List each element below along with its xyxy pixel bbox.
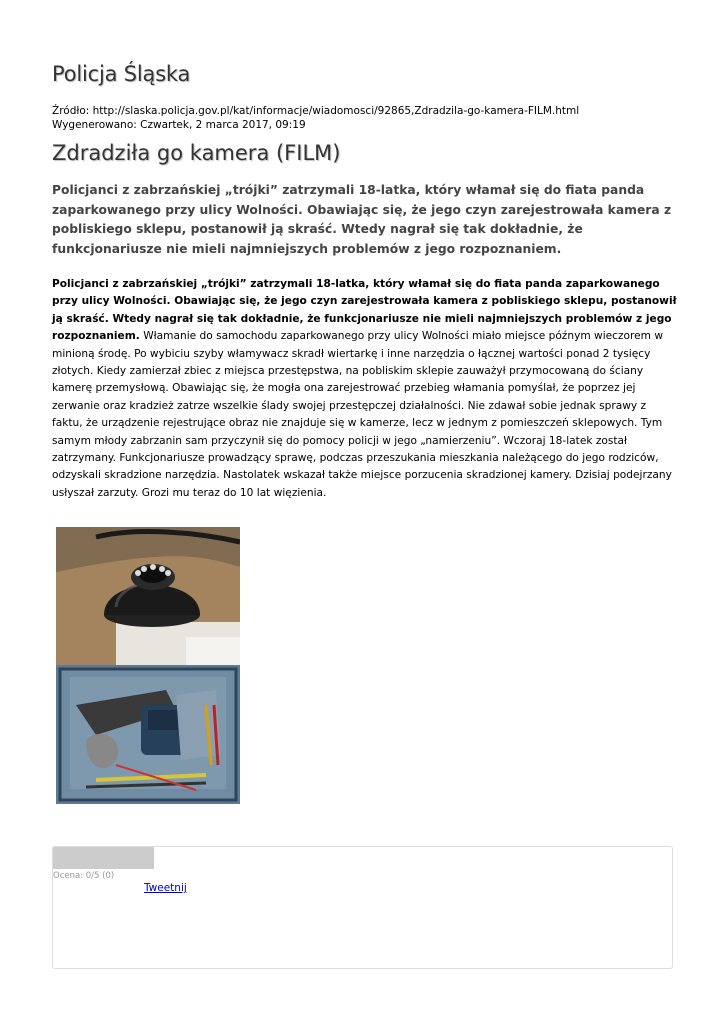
rating-label: Ocena: 0/5 (0) <box>53 871 115 881</box>
article-photo <box>56 527 240 804</box>
article-meta <box>52 104 579 132</box>
generated-line: Wygenerowano: Czwartek, 2 marca 2017, 09:19 <box>52 119 306 131</box>
article-body-text: Włamanie do samochodu zaparkowanego przy ulicy Wolności miało miejsce późnym wieczorem w minioną środę. Po wybiciu szyby włamywacz skradł wiertarkę i inne narzędzia o łącznej wartości ponad 2 tysięcy złotych. Kiedy zamierzał zbiec z miejsca przestępstwa, na pobliskim sklepie zauważył przymocowaną do ściany kamerę przemysłową. Obawiając się, że mogła ona zarejestrować przebieg włamania pomyślał, że poprzez jej zerwanie oraz kradzież zatrze wszelkie ślady swojej przestępczej działalności. Nie zdawał sobie jednak sprawy z faktu, że urządzenie rejestrujące obraz nie znajduje się w kamerze, lecz w jednym z pomieszczeń sklepowych. Tym samym młody zabrzanin sam przyczynił się do pomocy policji w jego „namierzeniu”. Wczoraj 18-latek został zatrzymany. Funkcjonariusze prowadzący sprawę, podczas przeszukania mieszkania należącego do jego rodziców, odzyskali skradzione narzędzia. Nastolatek wskazał także miejsce porzucenia skradzionej kamery. Dzisiaj podejrzany usłyszał zarzuty. Grozi mu teraz do 10 lat więzienia. <box>52 330 672 499</box>
tweet-link[interactable]: Tweetnij <box>144 882 187 894</box>
site-title: Policja Śląska <box>52 62 191 86</box>
article-lead: Policjanci z zabrzańskiej „trójki” zatrzymali 18-latka, który włamał się do fiata panda zaparkowanego przy ulicy Wolności. Obawiając się, że jego czyn zarejestrowała kamera z pobliskiego sklepu, postanowił ją skraść. Wtedy nagrał się tak dokładnie, że funkcjonariusze nie mieli najmniejszych problemów z jego rozpoznaniem. <box>52 183 672 256</box>
article-body-bold: Policjanci z zabrzańskiej „trójki” zatrzymali 18-latka, który włamał się do fiata panda zaparkowanego przy ulicy Wolności. Obawiając się, że jego czyn zarejestrowała kamera z pobliskiego sklepu, postanowił ją skraść. Wtedy nagrał się tak dokładnie, że funkcjonariusze nie mieli najmniejszych problemów z jego rozpoznaniem. <box>52 278 677 343</box>
source-line: Źródło: http://slaska.policja.gov.pl/kat/informacje/wiadomosci/92865,Zdradzila-go-kamera-FILM.html <box>52 105 580 117</box>
camera-illustration <box>56 527 240 665</box>
rating-bar[interactable] <box>53 847 154 869</box>
tools-illustration <box>56 665 240 804</box>
camera-photo <box>56 527 240 665</box>
article-title: Zdradziła go kamera (FILM) <box>52 141 341 165</box>
article-body <box>52 276 677 502</box>
rating-panel <box>52 846 673 969</box>
tools-photo <box>56 665 240 804</box>
